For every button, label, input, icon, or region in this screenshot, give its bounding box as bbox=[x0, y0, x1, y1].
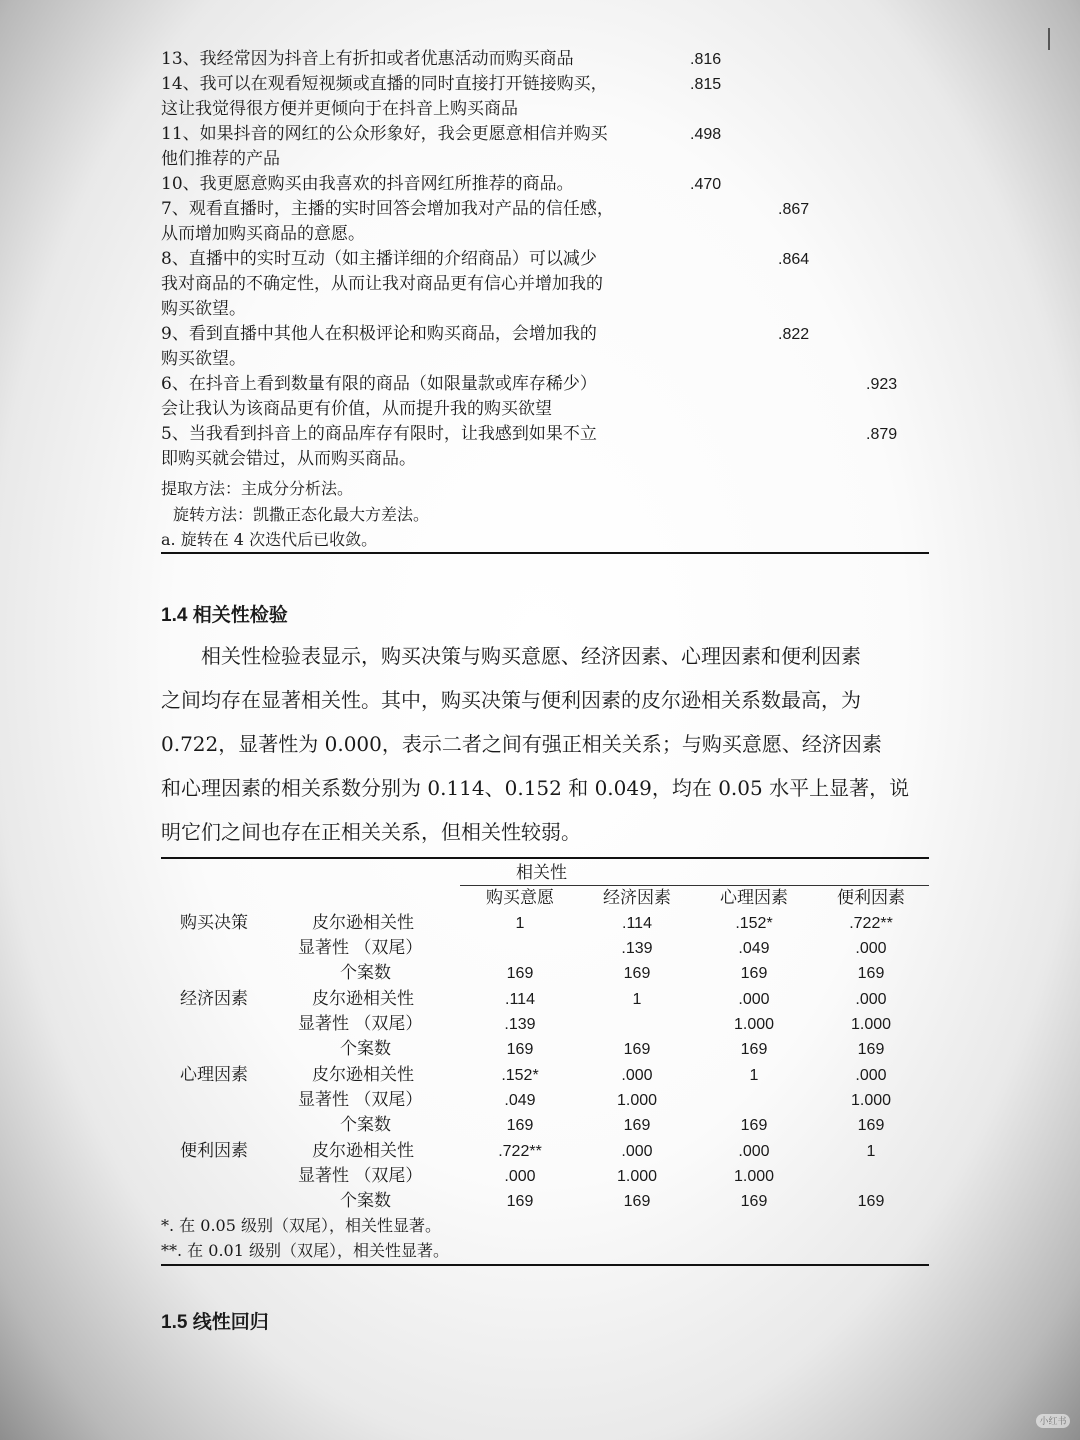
corr-cell: 1 bbox=[749, 1067, 759, 1084]
corr-cell: 169 bbox=[623, 965, 651, 982]
stat-label: 个案数 bbox=[340, 1039, 391, 1059]
extraction-method-note: 提取方法：主成分分析法。 bbox=[161, 479, 354, 498]
loading-item-text: 11、如果抖音的网红的公众形象好，我会更愿意相信并购买 bbox=[161, 124, 608, 144]
row-variable-label: 购买决策 bbox=[180, 913, 248, 933]
corr-footnote: **. 在 0.01 级别（双尾），相关性显著。 bbox=[161, 1241, 449, 1260]
col-header: 购买意愿 bbox=[486, 888, 554, 908]
corr-footnote: *. 在 0.05 级别（双尾），相关性显著。 bbox=[161, 1216, 441, 1235]
corr-cell: .000 bbox=[855, 1067, 887, 1084]
loading-value: .822 bbox=[778, 326, 810, 343]
section-heading-1-5: 1.5 线性回归 bbox=[161, 1312, 269, 1333]
corr-cell: .722** bbox=[849, 915, 893, 932]
loading-value: .923 bbox=[866, 376, 898, 393]
loading-item-text: 13、我经常因为抖音上有折扣或者优惠活动而购买商品 bbox=[161, 49, 574, 69]
loading-item-text: 9、看到直播中其他人在积极评论和购买商品，会增加我的 bbox=[161, 324, 597, 344]
stat-label: 皮尔逊相关性 bbox=[312, 1141, 414, 1161]
corr-cell: 1.000 bbox=[733, 1168, 775, 1185]
row-variable-label: 心理因素 bbox=[180, 1065, 248, 1085]
corr-cell: .049 bbox=[504, 1092, 536, 1109]
corr-cell: .000 bbox=[621, 1067, 653, 1084]
corr-cell: 169 bbox=[623, 1193, 651, 1210]
corr-cell: 1 bbox=[515, 915, 525, 932]
corr-cell: 1.000 bbox=[616, 1092, 658, 1109]
corr-cell: 169 bbox=[506, 965, 534, 982]
loading-item-text: 从而增加购买商品的意愿。 bbox=[161, 224, 365, 244]
stat-label: 皮尔逊相关性 bbox=[312, 989, 414, 1009]
corr-table-top-rule bbox=[161, 857, 929, 859]
corr-cell: 169 bbox=[506, 1041, 534, 1058]
stat-label: 个案数 bbox=[340, 1191, 391, 1211]
watermark-badge: 小红书 bbox=[1036, 1414, 1070, 1428]
paragraph-line: 之间均存在显著相关性。其中，购买决策与便利因素的皮尔逊相关系数最高，为 bbox=[161, 688, 861, 712]
corr-cell: .000 bbox=[738, 1143, 770, 1160]
corr-cell: 1.000 bbox=[850, 1016, 892, 1033]
loading-item-text: 他们推荐的产品 bbox=[161, 149, 280, 169]
table-bottom-rule bbox=[161, 552, 929, 554]
corr-cell: 169 bbox=[740, 1193, 768, 1210]
corr-cell: .000 bbox=[855, 940, 887, 957]
correlation-paragraph bbox=[161, 634, 931, 854]
loading-item-text: 购买欲望。 bbox=[161, 299, 246, 319]
corr-cell: 169 bbox=[740, 1117, 768, 1134]
corr-cell: 1.000 bbox=[616, 1168, 658, 1185]
rotation-method-note: 旋转方法：凯撒正态化最大方差法。 bbox=[173, 505, 430, 524]
corr-cell: 1.000 bbox=[733, 1016, 775, 1033]
loading-item-text: 这让我觉得很方便并更倾向于在抖音上购买商品 bbox=[161, 99, 518, 119]
corr-cell: 169 bbox=[740, 1041, 768, 1058]
corr-cell: 169 bbox=[857, 1041, 885, 1058]
col-header: 经济因素 bbox=[603, 888, 671, 908]
corr-cell: .114 bbox=[505, 991, 535, 1008]
col-header: 心理因素 bbox=[720, 888, 788, 908]
loading-item-text: 7、观看直播时，主播的实时回答会增加我对产品的信任感， bbox=[161, 199, 614, 219]
corr-cell: 169 bbox=[506, 1193, 534, 1210]
corr-cell: 1 bbox=[866, 1143, 876, 1160]
corr-table-bottom-rule bbox=[161, 1264, 929, 1266]
corr-cell: 169 bbox=[623, 1041, 651, 1058]
corr-cell: 169 bbox=[857, 1193, 885, 1210]
stat-label: 皮尔逊相关性 bbox=[312, 913, 414, 933]
stat-label: 皮尔逊相关性 bbox=[312, 1065, 414, 1085]
stat-label: 显著性 （双尾） bbox=[298, 1014, 423, 1034]
corr-table-title: 相关性 bbox=[516, 863, 567, 883]
paragraph-line: 和心理因素的相关系数分别为 0.114、0.152 和 0.049，均在 0.05 水平上显著，说 bbox=[161, 776, 910, 800]
stat-label: 显著性 （双尾） bbox=[298, 1166, 423, 1186]
row-variable-label: 便利因素 bbox=[180, 1141, 248, 1161]
corr-cell: 169 bbox=[623, 1117, 651, 1134]
loading-value: .815 bbox=[690, 76, 722, 93]
loading-value: .864 bbox=[778, 251, 810, 268]
stat-label: 个案数 bbox=[340, 1115, 391, 1135]
paragraph-line: 0.722，显著性为 0.000，表示二者之间有强正相关关系；与购买意愿、经济因素 bbox=[161, 732, 882, 756]
loading-item-text: 即购买就会错过，从而购买商品。 bbox=[161, 449, 416, 469]
corr-cell: 1.000 bbox=[850, 1092, 892, 1109]
loading-item-text: 购买欲望。 bbox=[161, 349, 246, 369]
corr-cell: .139 bbox=[504, 1016, 536, 1033]
corr-cell: .114 bbox=[622, 915, 652, 932]
loading-item-text: 会让我认为该商品更有价值，从而提升我的购买欲望 bbox=[161, 399, 552, 419]
corr-cell: .152* bbox=[735, 915, 773, 932]
loading-item-text: 10、我更愿意购买由我喜欢的抖音网红所推荐的商品。 bbox=[161, 174, 574, 194]
row-variable-label: 经济因素 bbox=[180, 989, 248, 1009]
loading-item-text: 14、我可以在观看短视频或直播的同时直接打开链接购买， bbox=[161, 74, 608, 94]
stat-label: 显著性 （双尾） bbox=[298, 1090, 423, 1110]
corr-cell: 169 bbox=[506, 1117, 534, 1134]
loading-item-text: 8、直播中的实时互动（如主播详细的介绍商品）可以减少 bbox=[161, 249, 597, 269]
loading-value: .867 bbox=[778, 201, 810, 218]
stat-label: 个案数 bbox=[340, 963, 391, 983]
loading-value: .470 bbox=[690, 176, 722, 193]
loading-value: .879 bbox=[866, 426, 898, 443]
corr-cell: 169 bbox=[740, 965, 768, 982]
convergence-note: a. 旋转在 4 次迭代后已收敛。 bbox=[161, 530, 378, 549]
corr-cell: 169 bbox=[857, 1117, 885, 1134]
corr-cell: .152* bbox=[501, 1067, 539, 1084]
stat-label: 显著性 （双尾） bbox=[298, 938, 423, 958]
loading-item-text: 5、当我看到抖音上的商品库存有限时，让我感到如果不立 bbox=[161, 424, 597, 444]
corr-cell: 169 bbox=[857, 965, 885, 982]
corr-cell: .049 bbox=[738, 940, 770, 957]
page-edge-mark bbox=[1048, 28, 1050, 50]
section-heading-1-4: 1.4 相关性检验 bbox=[161, 605, 288, 626]
corr-cell: .139 bbox=[621, 940, 653, 957]
loading-value: .498 bbox=[690, 126, 722, 143]
corr-cell: .000 bbox=[621, 1143, 653, 1160]
loading-value: .816 bbox=[690, 51, 722, 68]
corr-cell: .000 bbox=[855, 991, 887, 1008]
corr-cell: 1 bbox=[632, 991, 642, 1008]
paragraph-line: 相关性检验表显示，购买决策与购买意愿、经济因素、心理因素和便利因素 bbox=[201, 644, 861, 668]
loading-item-text: 我对商品的不确定性，从而让我对商品更有信心并增加我的 bbox=[161, 274, 603, 294]
corr-cell: .722** bbox=[498, 1143, 542, 1160]
col-header: 便利因素 bbox=[837, 888, 905, 908]
paragraph-line: 明它们之间也存在正相关关系，但相关性较弱。 bbox=[161, 820, 581, 844]
corr-cell: .000 bbox=[738, 991, 770, 1008]
loading-item-text: 6、在抖音上看到数量有限的商品（如限量款或库存稀少） bbox=[161, 374, 597, 394]
corr-cell: .000 bbox=[504, 1168, 536, 1185]
